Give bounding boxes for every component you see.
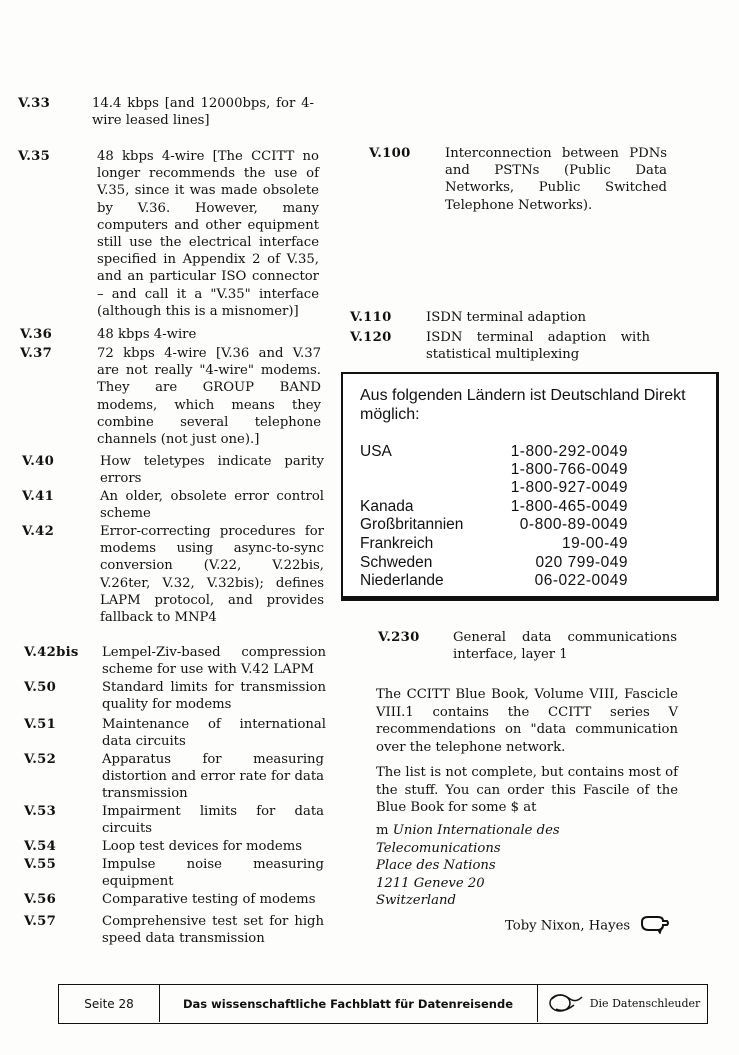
entry-code: V.33: [18, 96, 51, 111]
address-line-2: Place des Nations: [376, 858, 496, 873]
entry-code: V.40: [22, 454, 55, 469]
paragraph-blue-book: The CCITT Blue Book, Volume VIII, Fascicle VIII.1 contains the CCITT series V recommendations on "data communication over the telephone network.: [376, 687, 678, 755]
entry-text: Comparative testing of modems: [102, 892, 316, 907]
ad-number: 1-800-927-0049: [510, 479, 628, 496]
address-line-4: Switzerland: [376, 893, 456, 908]
entry-text: An older, obsolete error control scheme: [100, 489, 324, 522]
entry-code: V.36: [20, 327, 53, 342]
ad-country: Frankreich: [360, 535, 434, 552]
entry-text: 48 kbps 4-wire: [97, 327, 197, 342]
entry-code: V.55: [24, 857, 57, 872]
ad-number: 0-800-89-0049: [519, 516, 628, 533]
entry-code: V.56: [24, 892, 57, 907]
ad-country: Kanada: [360, 498, 414, 515]
entry-code: V.37: [20, 346, 53, 361]
entry-code: V.110: [350, 310, 392, 325]
entry-code: V.51: [24, 717, 57, 732]
entry-code: V.54: [24, 839, 57, 854]
entry-code: V.42: [22, 524, 55, 539]
entry-text: Impairment limits for data circuits: [102, 804, 324, 837]
entry-text: How teletypes indicate parity errors: [100, 454, 324, 487]
entry-text: Lempel-Ziv-based compression scheme for use with V.42 LAPM: [102, 645, 326, 678]
entry-text: Maintenance of international data circuits: [102, 717, 326, 750]
signature: Toby Nixon, Hayes: [505, 918, 631, 934]
entry-code: V.53: [24, 804, 57, 819]
paragraph-ordering: The list is not complete, but contains most of the stuff. You can order this Fascile of the Blue Book for some $ at: [376, 765, 678, 815]
entry-text: Apparatus for measuring distortion and error rate for data transmission: [102, 752, 324, 802]
ad-number: 1-800-292-0049: [510, 443, 628, 460]
chaos-knot-icon: [546, 989, 586, 1018]
address-prefix: m: [376, 823, 389, 838]
entry-code: V.41: [22, 489, 55, 504]
entry-code: V.100: [369, 146, 411, 161]
entry-text: Loop test devices for modems: [102, 839, 302, 854]
address-block: [376, 822, 686, 910]
ad-number: 1-800-766-0049: [510, 461, 628, 478]
entry-code: V.57: [24, 914, 57, 929]
entry-text: Comprehensive test set for high speed data transmission: [102, 914, 324, 947]
entry-text: Interconnection between PDNs and PSTNs (Public Data Networks, Public Switched Telephone Networks).: [445, 146, 667, 213]
page-footer: [58, 984, 708, 1024]
deutschland-direkt-ad: [341, 372, 719, 601]
signature-line: [505, 914, 670, 938]
entry-code: V.50: [24, 680, 57, 695]
entry-code: V.52: [24, 752, 57, 767]
ad-country: Schweden: [360, 554, 433, 571]
footer-logo-text: Die Datenschleuder: [589, 997, 701, 1010]
entry-code: V.35: [18, 149, 51, 164]
ad-country: USA: [360, 443, 392, 460]
address-line-1: [376, 822, 686, 857]
pointing-hand-icon: [640, 914, 670, 938]
entry-text: ISDN terminal adaption: [426, 310, 587, 325]
ad-country: Großbritannien: [360, 516, 464, 533]
ad-number: 06-022-0049: [534, 572, 628, 589]
ad-number: 1-800-465-0049: [510, 498, 628, 515]
entry-text: Error-correcting procedures for modems using async-to-sync conversion (V.22, V.22bis, V.26ter, V.32, V.32bis); defines LAPM protocol, and provides fallback to MNP4: [100, 524, 324, 626]
address-line-3: 1211 Geneve 20: [376, 875, 485, 891]
entry-text: General data communications interface, layer 1: [453, 630, 677, 663]
ad-country: Niederlande: [360, 572, 444, 589]
entry-code: V.120: [350, 330, 392, 345]
entry-code: V.230: [378, 630, 420, 645]
entry-text: 14.4 kbps [and 12000bps, for 4-wire leased lines]: [92, 96, 314, 129]
footer-logo: [539, 985, 707, 1022]
ad-number: 19-00-49: [561, 535, 628, 552]
entry-text: Standard limits for transmission quality for modems: [102, 680, 326, 713]
entry-text: Impulse noise measuring equipment: [102, 857, 324, 890]
footer-tagline: Das wissenschaftliche Fachblatt für Datenreisende: [159, 985, 538, 1022]
page-number: Seite 28: [59, 985, 160, 1022]
ad-number: 020 799-049: [535, 554, 628, 571]
entry-code: V.42bis: [24, 645, 79, 660]
ad-title: Aus folgenden Ländern ist Deutschland Direkt möglich:: [360, 387, 686, 423]
entry-text: 72 kbps 4-wire [V.36 and V.37 are not really "4-wire" modems. They are GROUP BAND modems, which means they combine several telephone channels (not just one).]: [97, 346, 321, 448]
entry-text: 48 kbps 4-wire [The CCITT no longer recommends the use of V.35, since it was made obsolete by V.36. However, many computers and other equipment still use the electrical interface specified in Appendix 2 of V.35, and an particular ISO connector – and call it a "V.35" interface (although this is a misnomer)]: [97, 149, 319, 319]
entry-text: ISDN terminal adaption with statistical multiplexing: [426, 330, 650, 363]
address-org: Union Internationale des Telecomunications: [376, 823, 560, 856]
